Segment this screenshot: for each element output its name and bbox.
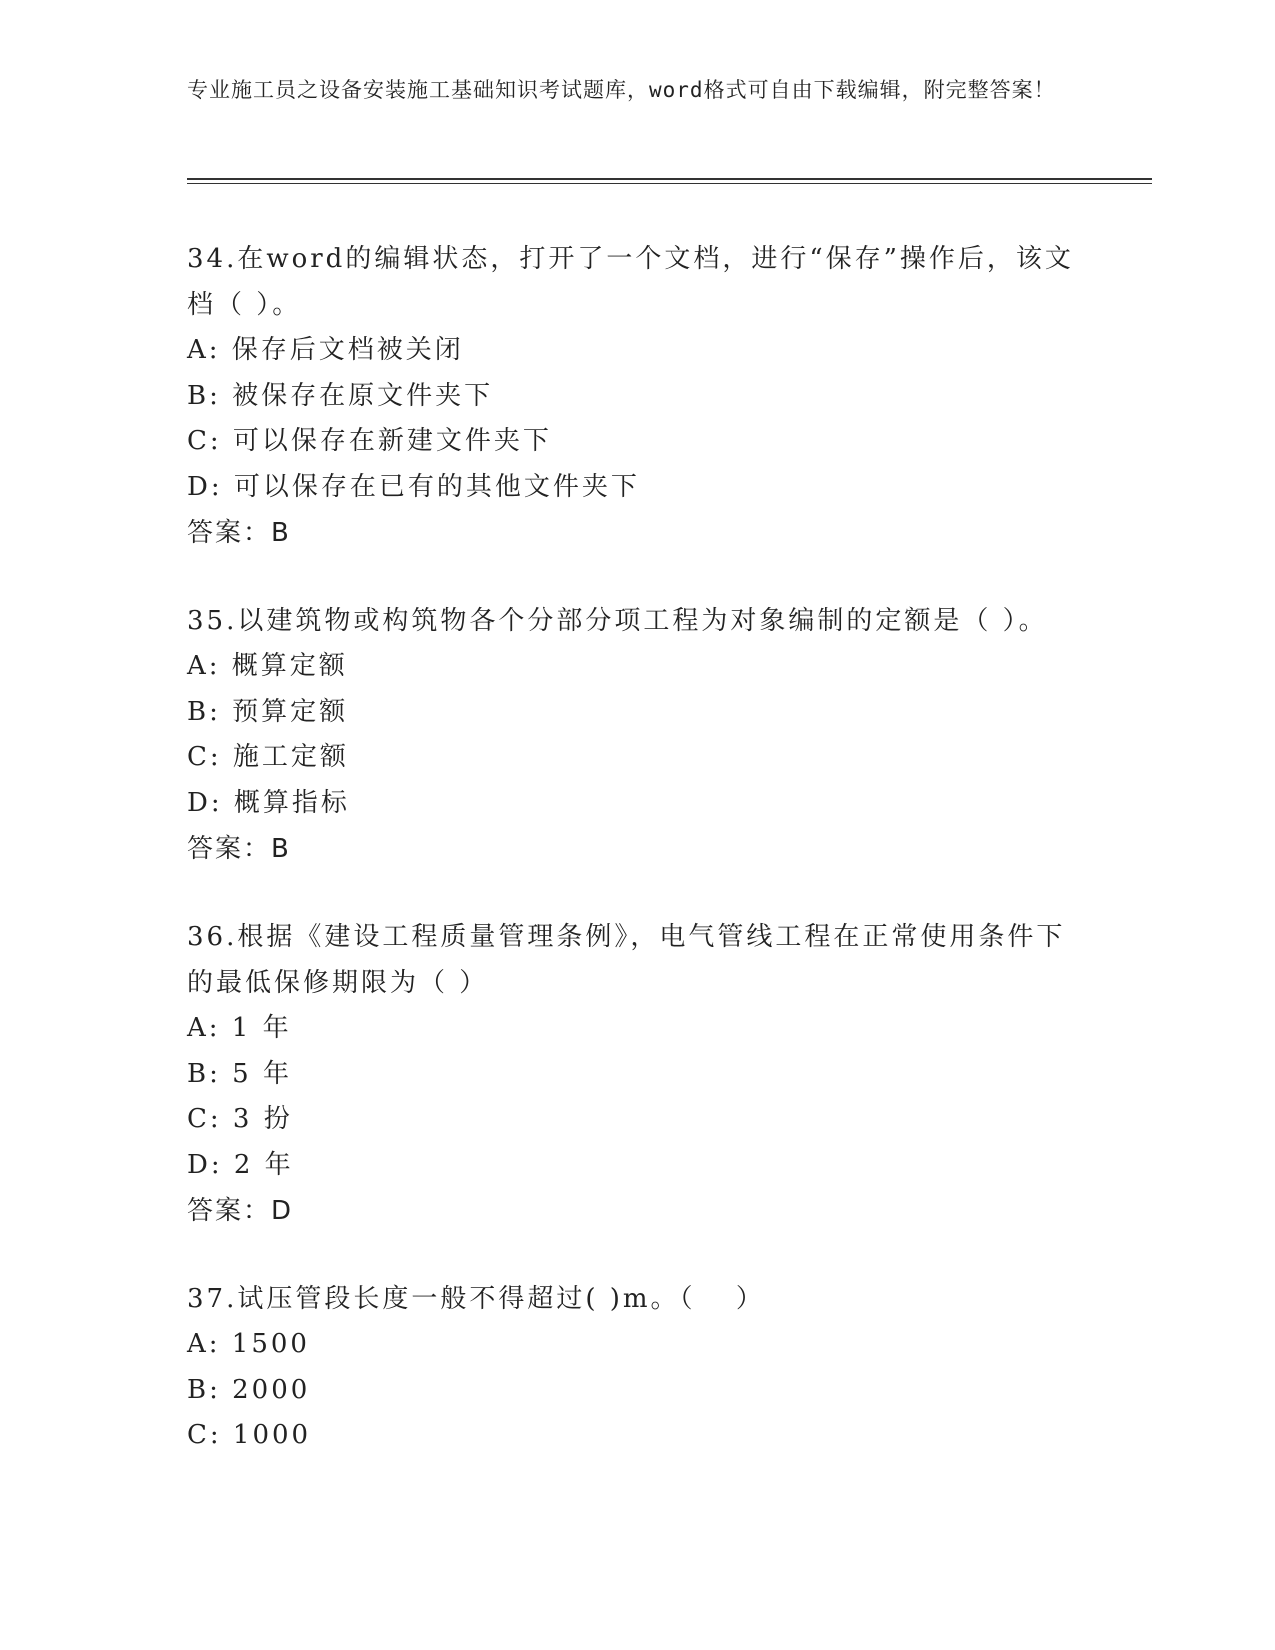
question-list — [187, 236, 1087, 1501]
option-b: B: 预算定额 — [187, 696, 349, 727]
option-a: A: 概算定额 — [187, 651, 348, 681]
option-b: B: 5 年 — [187, 1058, 292, 1089]
question-37 — [187, 1276, 1087, 1459]
answer-label: 答案： — [187, 834, 272, 864]
answer-line — [187, 510, 1087, 556]
answer-line — [187, 826, 1087, 872]
option-a: A: 1 年 — [187, 1013, 292, 1043]
document-header: 专业施工员之设备安装施工基础知识考试题库，word格式可自由下载编辑，附完整答案！ — [187, 78, 1056, 102]
option-d: D: 2 年 — [187, 1149, 294, 1180]
answer-line — [187, 1188, 1087, 1234]
answer-label: 答案： — [187, 518, 272, 548]
answer-value: D — [271, 1196, 294, 1226]
option-c: C: 施工定额 — [187, 742, 349, 772]
option-c: C: 可以保存在新建文件夹下 — [187, 426, 552, 456]
option-d: D: 概算指标 — [187, 787, 350, 818]
option-d: D: 可以保存在已有的其他文件夹下 — [187, 471, 640, 502]
header-divider-thin — [187, 183, 1152, 184]
question-35 — [187, 598, 1087, 872]
answer-value: B — [271, 518, 291, 548]
answer-label: 答案： — [187, 1196, 272, 1226]
question-stem: 35.以建筑物或构筑物各个分部分项工程为对象编制的定额是（ ）。 — [187, 606, 1048, 636]
question-34 — [187, 236, 1087, 556]
question-stem: 34.在word的编辑状态，打开了一个文档，进行“保存”操作后，该文档（ ）。 — [187, 244, 1074, 320]
header-divider-thick — [187, 178, 1152, 180]
question-stem: 36.根据《建设工程质量管理条例》，电气管线工程在正常使用条件下的最低保修期限为（ ） — [187, 922, 1066, 998]
question-stem: 37.试压管段长度一般不得超过( )m。（ ） — [187, 1284, 765, 1314]
document-page — [187, 0, 1152, 1650]
question-36 — [187, 914, 1087, 1234]
option-b: B: 被保存在原文件夹下 — [187, 380, 494, 411]
option-b: B: 2000 — [187, 1374, 311, 1405]
option-c: C: 3 扮 — [187, 1104, 293, 1134]
answer-value: B — [271, 834, 291, 864]
option-c: C: 1000 — [187, 1420, 312, 1450]
option-a: A: 1500 — [187, 1329, 310, 1359]
option-a: A: 保存后文档被关闭 — [187, 335, 464, 365]
